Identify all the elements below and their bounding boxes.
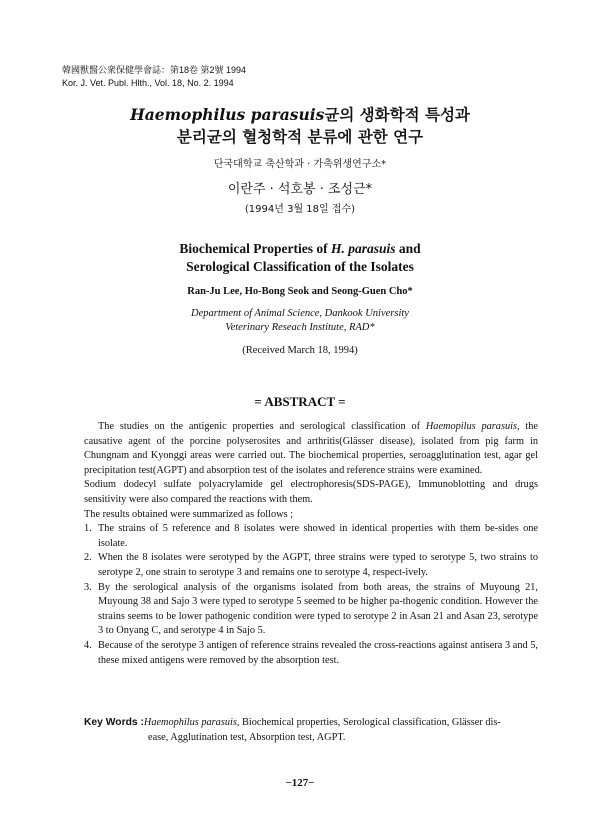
korean-title-species: Haemophilus parasuis — [130, 105, 325, 124]
key-words-continuation: ease, Agglutination test, Absorption test, AGPT. — [148, 731, 346, 743]
abstract-heading: = ABSTRACT = — [254, 394, 346, 409]
page-number: −127− — [285, 777, 315, 789]
list-item — [84, 522, 538, 551]
korean-authors: 이란주 · 석호봉 · 조성근* — [227, 182, 373, 197]
list-item-text: When the 8 isolates were serotyped by the AGPT, three strains were typed to serotype 5, two strains to serotype 2, one strain to serotype 3 and remains one to serotype 4, respect-ively. — [98, 552, 538, 578]
korean-title-rest: 균의 생화학적 특성과 — [324, 106, 470, 124]
key-words-label: Key Words : — [84, 717, 144, 728]
key-words-first: Haemophilus parasuis — [143, 717, 237, 728]
korean-received-date: (1994년 3월 18일 접수) — [244, 204, 356, 215]
english-received-date: (Received March 18, 1994) — [242, 345, 358, 356]
english-title-line2: Serological Classification of the Isolates — [186, 259, 414, 274]
journal-header-korean: 韓國獸醫公衆保健學會誌：第18卷 第2號 1994 — [62, 65, 247, 75]
list-item-number: 2. — [84, 552, 92, 564]
list-item-text: Because of the serotype 3 antigen of reference strains revealed the cross-reactions against antisera 3 and 5, these mixed antigens were removed by the absorption test. — [98, 639, 538, 666]
abstract-p1-post: , the causative agent of the porcine polyserosites and arthritis(Glässer disease), isolated from pig farm in Chungnam and Kyonggi areas were carried out. The biochemical properties, seroagglutination test, agar gel precipitation test(AGPT) and absorption test of the isolates and reference strains were examined. — [84, 421, 538, 476]
korean-title-line2: 분리균의 혈청학적 분류에 관한 연구 — [176, 128, 424, 146]
korean-affiliation: 단국대학교 축산학과 · 가축위생연구소* — [213, 159, 387, 170]
english-title — [0, 240, 600, 276]
journal-header — [62, 64, 246, 90]
korean-title — [0, 104, 600, 148]
english-title-pre: Biochemical Properties of — [179, 241, 331, 256]
list-item-text: The strains of 5 reference and 8 isolates were showed in identical properties with them be-sides one isolate. — [98, 523, 538, 549]
abstract-paragraph-1 — [84, 420, 538, 478]
list-item-number: 4. — [84, 639, 92, 651]
list-item-text: By the serological analysis of the organisms isolated from both areas, the strains of Muyoung 21, Muyoung 38 and Sajo 3 were typed to serotype 5 seemed to be higher pa-thogenic condition. However the strains seems to be lower pathogenic condition were typed to serotype 2 in Asan 21 and Asan 23, serotype 3 to Onyang C, and serotype 4 in Sajo 5. — [98, 581, 538, 637]
list-item — [84, 551, 538, 580]
key-words-rest: , Biochemical properties, Serological classification, Glässer dis- — [236, 717, 501, 728]
results-list — [84, 522, 538, 668]
english-affiliation-line2: Veterinary Reseach Institute, RAD* — [225, 322, 375, 333]
key-words — [84, 716, 538, 745]
list-item-number: 3. — [84, 581, 92, 593]
english-affiliation — [0, 307, 600, 335]
abstract-paragraph-3: The results obtained were summarized as follows ; — [84, 508, 294, 520]
journal-header-english: Kor. J. Vet. Publ. Hlth., Vol. 18, No. 2. 1994 — [62, 78, 234, 88]
english-affiliation-line1: Department of Animal Science, Dankook University — [191, 308, 409, 319]
english-title-species: H. parasuis — [330, 241, 396, 256]
list-item-number: 1. — [84, 523, 92, 535]
abstract-paragraph-2: Sodium dodecyl sulfate polyacrylamide gel electrophoresis(SDS-PAGE), Immunoblotting and drugs sensitivity were also compared the reactions with them. — [84, 479, 538, 505]
list-item — [84, 581, 538, 639]
abstract-body — [84, 420, 538, 668]
english-authors: Ran-Ju Lee, Ho-Bong Seok and Seong-Guen Cho* — [187, 286, 413, 297]
abstract-p1-species: Haemopilus parasuis — [425, 421, 517, 432]
abstract-p1-pre: The studies on the antigenic properties and serological classification of — [98, 421, 426, 432]
list-item — [84, 639, 538, 668]
english-title-post: and — [395, 241, 421, 256]
